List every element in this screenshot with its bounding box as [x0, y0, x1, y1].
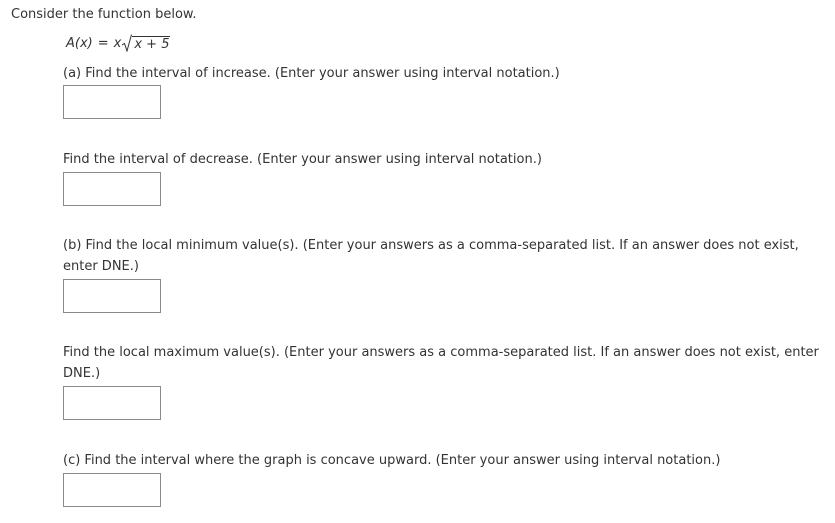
answer-input-increase[interactable]: [63, 85, 161, 119]
radical-sign-icon: [122, 34, 132, 52]
answer-input-decrease[interactable]: [63, 172, 161, 206]
question-a-increase: (a) Find the interval of increase. (Enter your answer using interval notation.): [63, 66, 560, 81]
function-formula: [66, 34, 170, 52]
answer-input-local-maximum[interactable]: [63, 386, 161, 420]
question-b-local-minimum: (b) Find the local minimum value(s). (Enter your answers as a comma-separated list. If an answer does not exist, enter DNE.): [63, 238, 799, 274]
question-c-concave-upward: (c) Find the interval where the graph is concave upward. (Enter your answer using interval notation.): [63, 453, 721, 468]
question-local-maximum: Find the local maximum value(s). (Enter your answers as a comma-separated list. If an answer does not exist, enter DNE.): [63, 345, 819, 381]
answer-input-concave-upward[interactable]: [63, 473, 161, 507]
function-lhs: A(x): [66, 35, 93, 51]
function-radicand: x + 5: [134, 37, 170, 52]
answer-input-local-minimum[interactable]: [63, 279, 161, 313]
problem-intro: Consider the function below.: [11, 7, 197, 22]
equals-sign: =: [97, 35, 109, 51]
question-decrease: Find the interval of decrease. (Enter your answer using interval notation.): [63, 152, 542, 167]
square-root: [122, 34, 170, 52]
function-factor: x: [113, 35, 122, 51]
